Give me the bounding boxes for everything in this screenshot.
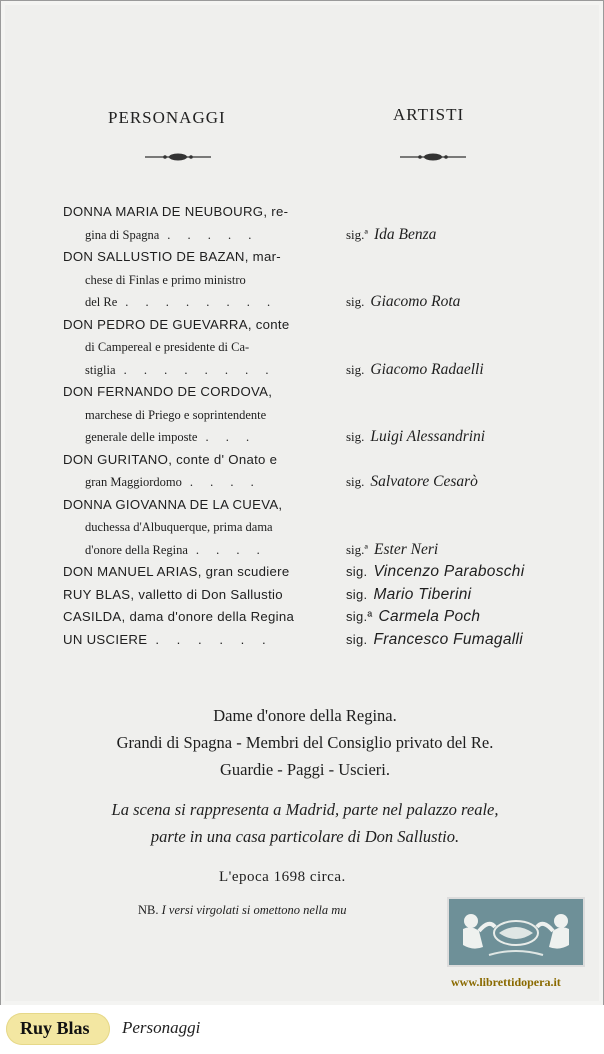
artist-prefix: sig.ª xyxy=(346,226,369,242)
artist-prefix: sig. xyxy=(346,474,365,489)
artist-prefix: sig. xyxy=(346,586,368,602)
artist-prefix: sig.ª xyxy=(346,609,373,624)
cast-entry xyxy=(63,494,553,562)
artist-credit xyxy=(346,561,524,584)
flourish-ornament-icon xyxy=(143,152,213,162)
cherubs-emblem-icon xyxy=(449,899,583,965)
character-name: DON MANUEL ARIAS, gran scudiere xyxy=(63,564,290,579)
character-description: generale delle imposte xyxy=(85,430,198,444)
note-text: I versi virgolati si omettono nella mu xyxy=(161,903,347,917)
artist-prefix: sig. xyxy=(346,429,365,444)
character-description: duchessa d'Albuquerque, prima dama xyxy=(85,520,273,534)
artist-prefix: sig. xyxy=(346,564,368,579)
artist-credit xyxy=(346,224,436,247)
leader-dots: . . . . xyxy=(189,475,261,489)
site-link[interactable]: www.librettidopera.it xyxy=(451,975,561,989)
character-name: DON PEDRO DE GUEVARRA, conte xyxy=(63,316,290,332)
leader-dots: . . . . xyxy=(195,542,267,557)
artist-credit xyxy=(346,629,523,652)
epoch-line: L'epoca 1698 circa. xyxy=(219,869,346,885)
leader-dots: . . . . . . . . xyxy=(123,362,276,377)
character-description: marchese di Priego e soprintendente xyxy=(85,407,267,422)
artist-prefix: sig. xyxy=(346,631,368,647)
cast-entry xyxy=(63,449,553,494)
artist-prefix: sig. xyxy=(346,294,365,309)
cast-list xyxy=(63,201,553,651)
character-name: RUY BLAS, valletto di Don Sallustio xyxy=(63,586,283,602)
section-subtitle: Personaggi xyxy=(122,1018,201,1037)
artist-credit xyxy=(346,539,438,562)
note-label: NB. xyxy=(138,903,159,917)
chorus-line: Guardie - Paggi - Uscieri. xyxy=(220,760,390,779)
character-description: gran Maggiordomo xyxy=(85,475,182,489)
character-name: CASILDA, dama d'onore della Regina xyxy=(63,609,295,624)
character-description: chese di Finlas e primo ministro xyxy=(85,272,246,287)
artist-name: Salvatore Cesarò xyxy=(370,473,478,490)
artist-name: Francesco Fumagalli xyxy=(373,630,523,648)
scene-description: La scena si rappresenta a Madrid, parte nel palazzo reale, xyxy=(111,800,499,819)
leader-dots: . . . . . xyxy=(167,227,259,242)
artist-credit xyxy=(346,426,485,449)
cast-entry xyxy=(63,314,553,382)
artist-credit xyxy=(346,471,478,494)
cast-entry xyxy=(63,561,553,584)
cast-entry xyxy=(63,246,553,314)
character-name: DON FERNANDO DE CORDOVA, xyxy=(63,384,273,399)
character-name: DON GURITANO, conte d' Onato e xyxy=(63,451,278,467)
cast-entry xyxy=(63,606,553,629)
character-name: DONNA GIOVANNA DE LA CUEVA, xyxy=(63,496,283,512)
artist-credit xyxy=(346,291,460,314)
character-description: stiglia xyxy=(85,362,116,377)
character-name: DONNA MARIA DE NEUBOURG, re- xyxy=(63,204,289,219)
artist-name: Giacomo Rota xyxy=(370,293,461,310)
artist-prefix: sig.ª xyxy=(346,541,369,557)
artist-credit xyxy=(346,359,484,382)
artist-name: Giacomo Radaelli xyxy=(370,360,484,378)
character-name: UN USCIERE xyxy=(63,631,148,647)
libretto-page xyxy=(5,5,599,1001)
character-description: d'onore della Regina xyxy=(85,542,188,557)
footer-bar xyxy=(0,1005,604,1054)
artist-name: Vincenzo Paraboschi xyxy=(373,563,525,580)
artist-name: Luigi Alessandrini xyxy=(370,428,486,445)
cast-entry xyxy=(63,381,553,449)
artist-name: Mario Tiberini xyxy=(373,585,472,603)
cast-entry xyxy=(63,629,553,652)
libretti-logo[interactable] xyxy=(447,897,585,967)
leader-dots: . . . . . . . . xyxy=(125,295,278,309)
artist-credit xyxy=(346,606,480,629)
scene-description: parte in una casa particolare di Don Sallustio. xyxy=(150,827,460,846)
character-description: del Re xyxy=(85,295,118,309)
characters-heading: PERSONAGGI xyxy=(108,108,226,127)
opera-title[interactable]: Ruy Blas xyxy=(20,1018,90,1038)
cast-entry xyxy=(63,201,553,246)
artist-name: Ida Benza xyxy=(374,225,437,243)
artist-name: Carmela Poch xyxy=(378,608,481,625)
character-description: di Campereal e presidente di Ca- xyxy=(85,340,250,354)
leader-dots: . . . . . . xyxy=(155,631,273,647)
character-name: DON SALLUSTIO DE BAZAN, mar- xyxy=(63,249,281,264)
artist-prefix: sig. xyxy=(346,361,365,377)
chorus-line: Dame d'onore della Regina. xyxy=(213,706,397,725)
artist-name: Ester Neri xyxy=(374,540,439,558)
verse-note xyxy=(138,903,347,918)
character-description: gina di Spagna xyxy=(85,227,160,242)
leader-dots: . . . xyxy=(205,430,257,444)
artist-credit xyxy=(346,584,471,607)
flourish-ornament-icon xyxy=(398,152,468,162)
cast-entry xyxy=(63,584,553,607)
artists-heading: ARTISTI xyxy=(393,105,465,124)
chorus-line: Grandi di Spagna - Membri del Consiglio privato del Re. xyxy=(116,733,494,752)
